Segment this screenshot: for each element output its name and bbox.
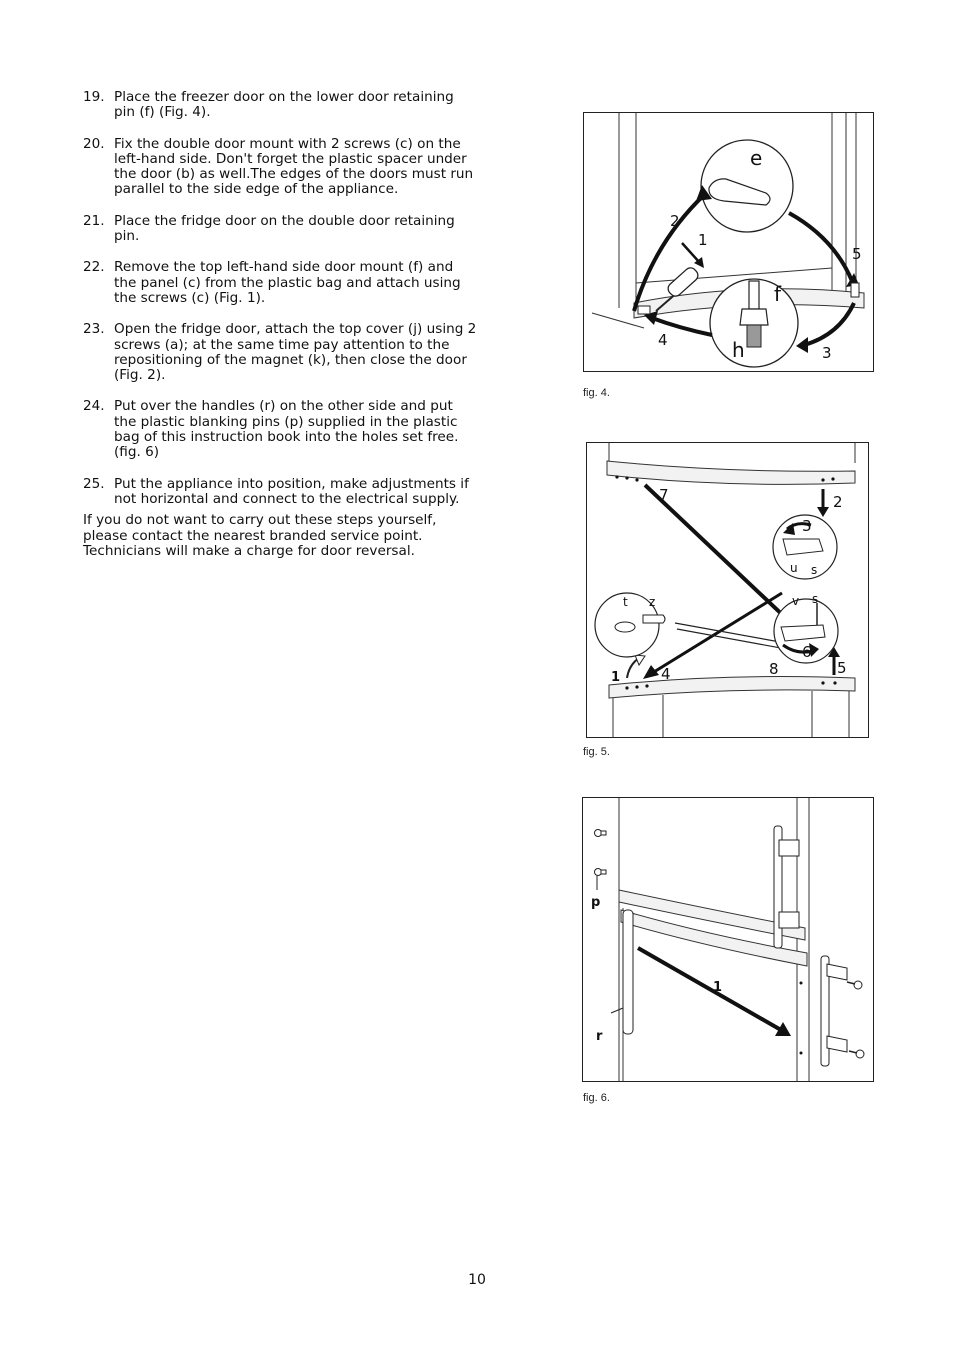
- blanking-pin-icon: [595, 830, 607, 837]
- step-number: 20.: [83, 135, 105, 152]
- fig4-label-1: 1: [698, 231, 708, 249]
- fig6-label-1: 1: [713, 980, 723, 995]
- figure-4-illustration: [584, 113, 873, 371]
- fig6-label-r: r: [596, 1029, 603, 1044]
- step-text: Place the freezer door on the lower door retaining pin (f) (Fig. 4).: [114, 89, 454, 121]
- step-text: Open the fridge door, attach the top cover (j) using 2 screws (a); at the same time pay attention to the repositioning of the magnet (k), then close the door (Fig. 2).: [114, 321, 477, 384]
- fig4-label-e: e: [750, 146, 763, 170]
- screw-icon: [847, 981, 862, 989]
- figure-6: [582, 797, 874, 1082]
- fig4-label-4: 4: [658, 331, 668, 349]
- blanking-pin-icon: [595, 869, 607, 876]
- fig5-label-t: t: [623, 595, 628, 609]
- fig4-label-h: h: [732, 338, 745, 362]
- instruction-steps: [83, 90, 478, 559]
- figure-6-illustration: [583, 798, 873, 1081]
- step-number: 21.: [83, 212, 105, 229]
- figure-6-caption: fig. 6.: [583, 1092, 610, 1104]
- step-21: [83, 214, 478, 245]
- fig5-label-6: 6: [802, 643, 812, 661]
- fig5-label-v: v: [792, 594, 800, 608]
- fig5-label-3: 3: [802, 517, 812, 535]
- step-20: [83, 137, 478, 198]
- step-number: 24.: [83, 398, 105, 415]
- step-text: Fix the double door mount with 2 screws (c) on the left-hand side. Don't forget the plastic spacer under the door (b) as well.The edges of the doors must run parallel to the side edge of the appliance.: [114, 135, 474, 198]
- closing-note: If you do not want to carry out these steps yourself, please contact the nearest branded service point. Technicians will make a charge for door reversal.: [83, 512, 437, 559]
- step-number: 19.: [83, 89, 105, 105]
- fig5-label-7: 7: [659, 486, 669, 504]
- fig5-label-s-bottom: s: [812, 592, 819, 606]
- step-24: [83, 399, 478, 460]
- fig6-label-p: p: [591, 895, 601, 910]
- step-text: Place the fridge door on the double door retaining pin.: [114, 212, 455, 245]
- figure-5-illustration: [587, 443, 868, 737]
- screw-icon: [849, 1050, 864, 1058]
- step-19: [83, 90, 478, 121]
- step-23: [83, 322, 478, 383]
- fig5-label-5: 5: [837, 659, 847, 677]
- step-text: Remove the top left-hand side door mount (f) and the panel (c) from the plastic bag and attach using the screws (c) (Fig. 1).: [114, 259, 461, 306]
- step-22: [83, 260, 478, 306]
- fig5-label-4: 4: [661, 665, 671, 683]
- figure-4: [583, 112, 874, 372]
- figure-4-caption: fig. 4.: [583, 387, 610, 399]
- page-number: 10: [468, 1272, 486, 1288]
- step-25: [83, 477, 478, 508]
- step-text: Put the appliance into position, make adjustments if not horizontal and connect to the electrical supply.: [114, 475, 469, 507]
- step-number: 23.: [83, 321, 105, 338]
- fig4-label-2: 2: [670, 212, 680, 230]
- fig5-label-1: 1: [611, 670, 621, 685]
- figure-5-caption: fig. 5.: [583, 746, 610, 758]
- fig5-label-s-top: s: [811, 563, 818, 577]
- figure-5: [586, 442, 869, 738]
- step-number: 25.: [83, 475, 105, 492]
- step-text: Put over the handles (r) on the other side and put the plastic blanking pins (p) supplied in the plastic bag of this instruction book into the holes set free. (fig. 6): [114, 398, 459, 461]
- fig5-label-u: u: [790, 561, 798, 575]
- step-number: 22.: [83, 259, 105, 276]
- fig5-label-z: z: [649, 595, 656, 609]
- fig4-label-3: 3: [822, 344, 832, 362]
- fig4-label-f: f: [774, 282, 782, 306]
- fig5-label-2: 2: [833, 493, 843, 511]
- fig4-label-5: 5: [852, 245, 862, 263]
- fig5-label-8: 8: [769, 660, 779, 678]
